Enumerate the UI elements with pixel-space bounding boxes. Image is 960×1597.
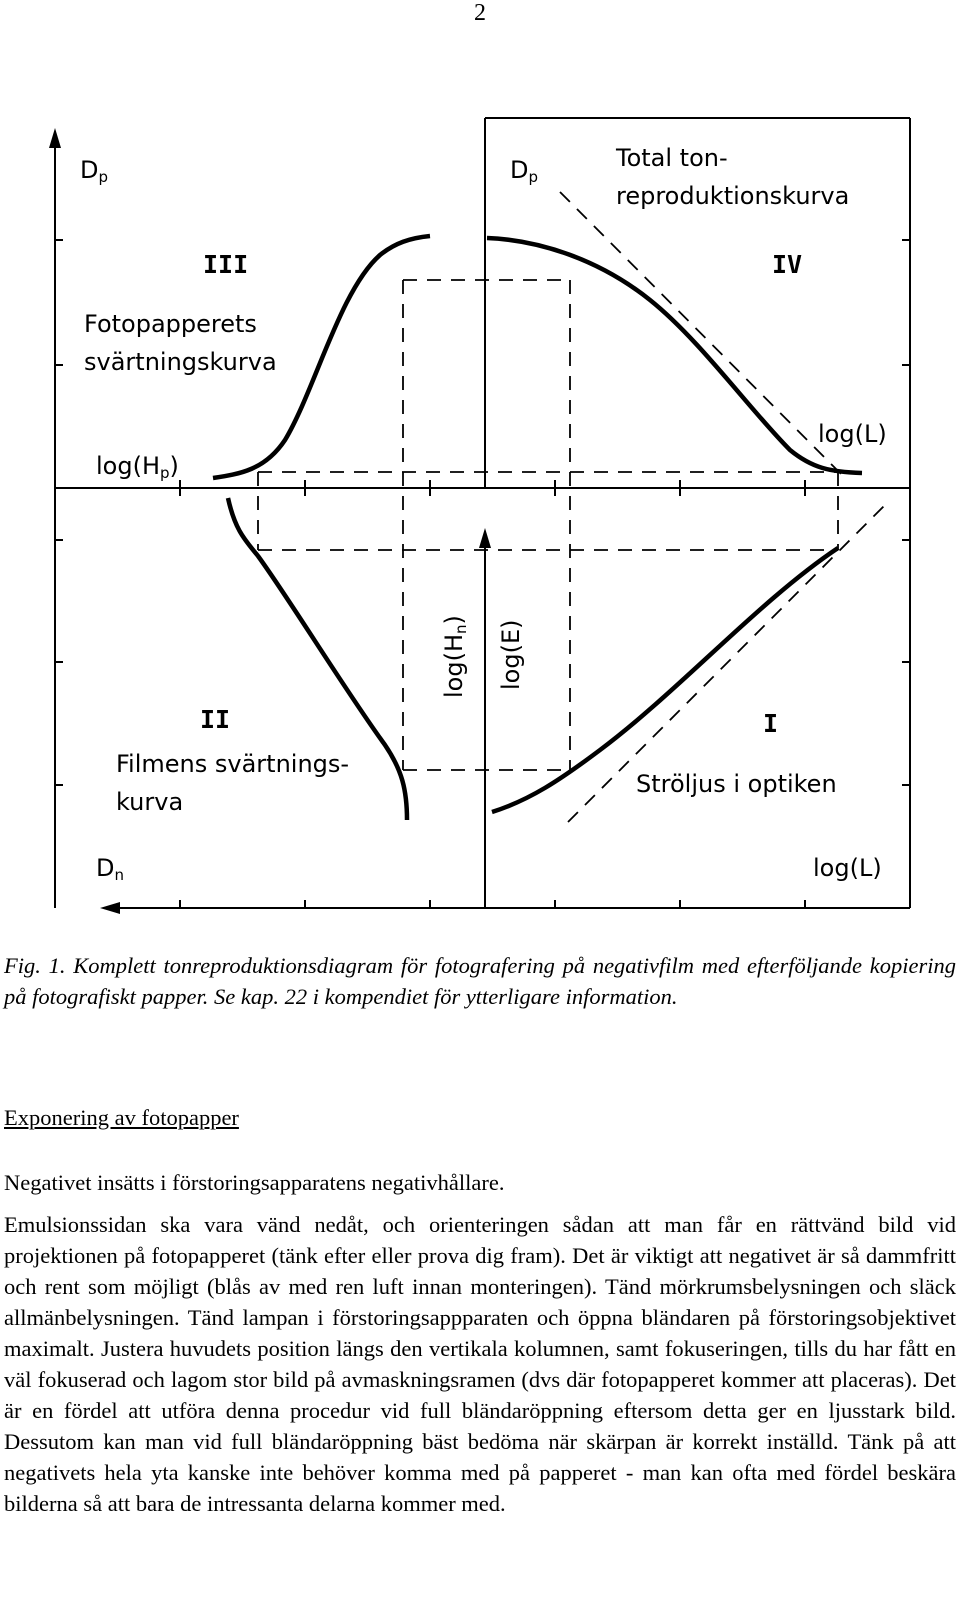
quadrant-iii-label: III <box>203 250 249 279</box>
right-axis-ticks <box>902 240 910 785</box>
dn-label: $D_n$ <box>96 854 124 884</box>
film-curve-label-line2: kurva <box>116 788 184 816</box>
paper-curve-label-line2: svärtningskurva <box>84 348 277 376</box>
log-l-bottom-label: log(L) <box>813 854 882 882</box>
figure-caption: Fig. 1. Komplett tonreproduktionsdiagram för fotografering på negativfilm med efterföljande kopiering på fotografiskt papper. Se kap. 22 i kompendiet för ytterligare information. <box>4 953 956 1009</box>
log-l-top-label: log(L) <box>818 420 887 448</box>
paragraph-2: Emulsionssidan ska vara vänd nedåt, och orienteringen sådan att man får en rättvänd bild vid projektionen på fotopapperet (tänk efter eller prova dig fram). Det är viktigt att negativet är så dammfritt och rent som möjligt (blås av med ren luft innan monteringen). Tänd mörkrumsbelysningen och släck allmänbelysningen. Tänd lampan i förstoringsappparaten och öppna bländaren på förstoringsobjektivet maximalt. Justera huvudets position längs den vertikala kolumnen, samt fokuseringen, tills du har fått en väl fokuserad och lagom stor bild på avmaskningsramen (dvs där fotopapperet kommer att placeras). Det är en fördel att utföra denna procedur vid full bländaröppning eftersom detta ger en ljusstark bild. Dessutom kan man vid full bländaröppning bäst bedöma när skärpan är korrekt inställd. Tänk på att negativets hela yta kanske inte behöver komma med på papperet - man kan ofta med fördel beskära bilderna så att bara de intressanta delarna kommer med. <box>4 1212 956 1516</box>
log-e-axis-arrow <box>479 528 491 548</box>
bottom-axis-ticks <box>180 900 805 908</box>
paper-curve-label-line1: Fotopapperets <box>84 310 257 338</box>
quadrant-ii-label: II <box>200 705 231 734</box>
left-axis-arrow <box>49 128 61 148</box>
total-curve-label-line1: Total ton- <box>616 144 728 172</box>
dp-right-label: $D_p$ <box>510 156 539 186</box>
construction-lines <box>258 192 890 822</box>
dp-left-label: $D_p$ <box>80 156 109 186</box>
quadrant-i-label: I <box>763 709 779 738</box>
stray-light-label: Ströljus i optiken <box>636 770 837 798</box>
left-axis-ticks <box>55 240 63 785</box>
page-number: 2 <box>474 0 486 26</box>
body-text <box>4 1167 956 1519</box>
log-hn-label: $\log(H_n)$ <box>440 615 470 698</box>
section-heading: Exponering av fotopapper <box>4 1105 239 1130</box>
quadrant-iv-label: IV <box>772 250 803 279</box>
paragraph-1: Negativet insätts i förstoringsapparatens negativhållare. <box>4 1170 505 1195</box>
log-hp-label: $\log(H_p)$ <box>96 452 179 482</box>
log-e-label: log(E) <box>497 619 525 690</box>
film-curve-label-line1: Filmens svärtnings- <box>116 750 350 778</box>
total-curve-label-line2: reproduktionskurva <box>616 182 850 210</box>
bottom-axis-arrow <box>100 902 120 914</box>
